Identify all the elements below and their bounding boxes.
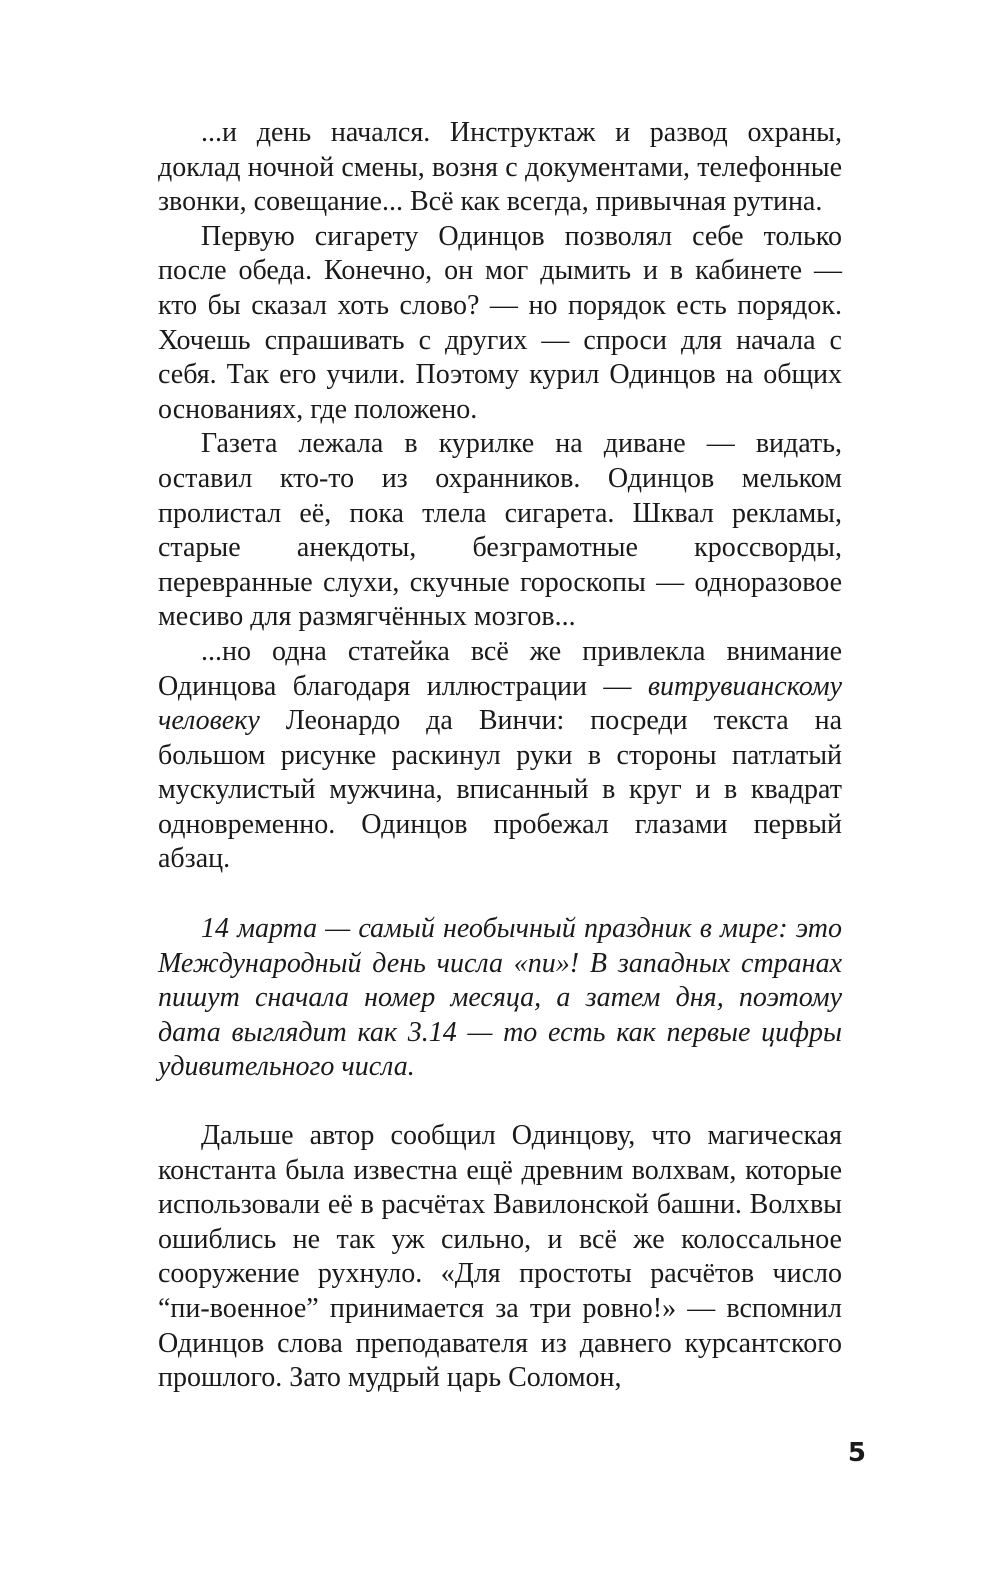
paragraph-4-start: ...но одна статейка всё же привлекла внимание Одинцова благодаря иллюстрации —: [158, 635, 842, 702]
paragraph-2: Первую сигарету Одинцов позволял себе только после обеда. Конечно, он мог дымить и в кабинете — кто бы сказал хоть слово? — но порядок есть порядок. Хочешь спрашивать с других — спроси для начала с себя. Так его учили. Поэтому курил Одинцов на общих основаниях, где положено.: [158, 220, 842, 425]
paragraph-4-end: Леонардо да Винчи: посреди текста на большом рисунке раскинул руки в стороны патлатый мускулистый мужчина, вписанный в круг и в квадрат одновременно. Одинцов пробежал глазами первый абзац.: [158, 705, 842, 875]
paragraph-1: ...и день начался. Инструктаж и развод охраны, доклад ночной смены, возня с документами, телефонные звонки, совещание... Всё как всегда, привычная рутина.: [158, 117, 842, 218]
paragraph-4: [158, 635, 842, 877]
paragraph-5: Дальше автор сообщил Одинцову, что магическая константа была известна ещё древним волхвам, которые использовали её в расчётах Вавилонской башни. Волхвы ошиблись не так уж сильно, и всё же колоссальное сооружение рухнуло. «Для простоты расчётов число “пи-военное” принимается за три ровно!» — вспомнил Одинцов слова преподавателя из давнего курсантского прошлого. Зато мудрый царь Соломон,: [158, 1120, 842, 1394]
quoted-article: 14 марта — самый необычный праздник в мире: это Международный день числа «пи»! В западных странах пишут сначала номер месяца, а затем дня, поэтому дата выглядит как 3.14 — то есть как первые цифры удивительного числа.: [158, 913, 842, 1083]
page-body: [158, 116, 842, 1396]
paragraph-4-italic: витрувианскому человеку: [158, 670, 842, 737]
paragraph-3: Газета лежала в курилке на диване — видать, оставил кто-то из охранников. Одинцов мельком пролистал её, пока тлела сигарета. Шквал рекламы, старые анекдоты, безграмотные кроссворды, перевранные слухи, скучные гороскопы — одноразовое месиво для размягчённых мозгов...: [158, 428, 842, 633]
page-number: 5: [847, 1438, 866, 1468]
